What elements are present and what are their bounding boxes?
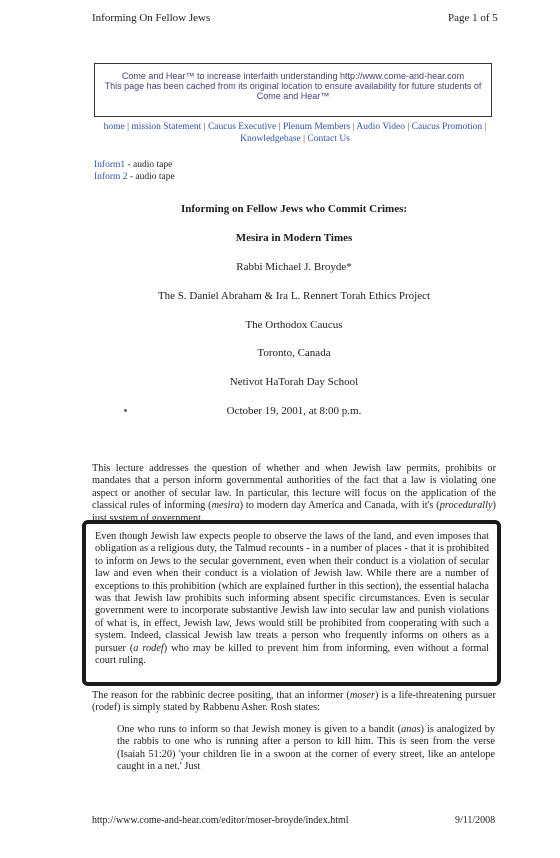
nav-bar: home | mission Statement | Caucus Executive | Plenum Members | Audio Video | Caucus Promotion | Knowledgebase | Contact Us [103, 122, 487, 144]
lecture-subtitle: Mesira in Modern Times [235, 232, 353, 244]
venue: Netivot HaTorah Day School [229, 376, 359, 388]
nav-knowledgebase[interactable]: Knowledgebase [240, 134, 301, 144]
rosh-quote: One who runs to inform so that Jewish money is given to a bandit (anas) is analogized by the rabbis to one who is running after a person to kill him. This is seen from the verse (Isaiah 51:20) 'your children lie in a swoon at the corner of every street, like an antelope caught in a net.' Just [117, 724, 495, 773]
lecture-date: October 19, 2001, at 8:00 p.m. [226, 405, 362, 417]
highlighted-paragraph: Even though Jewish law expects people to observe the laws of the land, and even imposes that obligation as a religious duty, the Talmud recounts - in a number of places - that it is prohibited to inform on Jews to the secular government, even when their conduct is a violation of secular law and even when their conduct is a violation of Jewish law. While there are a number of exceptions to this prohibition (which are explained further in this section), the essential halacha was that Jewish law prohibits such informing absent specific circumstances. Even is secular government were to incorporate substantive Jewish law into secular law and punish violations of what is, in effect, Jewish law, Jews would still be prohibited from cooperating with such a system. Indeed, classical Jewish law treats a person who frequently informs on others as a pursuer (a rodef) who may be killed to prevent him from informing, even without a formal court ruling. [82, 520, 501, 686]
author: Rabbi Michael J. Broyde* [236, 261, 352, 273]
inform2-link[interactable]: Inform 2 [94, 172, 128, 182]
nav-caucus-executive[interactable]: Caucus Executive [207, 122, 277, 132]
inform1-link[interactable]: Inform1 [94, 160, 126, 170]
nav-home[interactable]: home [103, 122, 125, 132]
footer-date: 9/11/2008 [455, 815, 496, 826]
banner-line-3: Come and Hear™ [256, 91, 330, 101]
list-item [94, 159, 175, 171]
organization: The Orthodox Caucus [245, 319, 343, 331]
nav-mission-statement[interactable]: mission Statement [131, 122, 202, 132]
cache-banner [94, 63, 492, 117]
link-description: - audio tape [125, 160, 173, 170]
link-description: - audio tape [127, 172, 175, 182]
intro-paragraph: This lecture addresses the question of whether and when Jewish law permits, prohibits or mandates that a person inform governmental authorities of the fact that a law is violating one aspect or another of secular law. In particular, this lecture will focus on the application of the classical rules of informing (mesira) to modern day America and Canada, with it's (procedurally) just system of government. [92, 463, 496, 524]
reason-paragraph: The reason for the rabbinic decree positing, that an informer (moser) is a life-threatening pursuer (rodef) is simply stated by Rabbenu Asher. Rosh states: [92, 690, 496, 714]
page-number: Page 1 of 5 [448, 12, 498, 24]
city: Toronto, Canada [257, 347, 331, 359]
project: The S. Daniel Abraham & Ira L. Rennert Torah Ethics Project [157, 290, 431, 302]
banner-line-1: Come and Hear™ to increase interfaith understanding http://www.come-and-hear.com [121, 71, 465, 81]
document-title: Informing On Fellow Jews [92, 12, 211, 24]
lecture-title: Informing on Fellow Jews who Commit Crimes: [180, 203, 408, 215]
nav-caucus-promotion[interactable]: Caucus Promotion [411, 122, 483, 132]
list-item [94, 171, 175, 183]
audio-links [94, 159, 175, 183]
nav-plenum-members[interactable]: Plenum Members [282, 122, 351, 132]
footer-url: http://www.come-and-hear.com/editor/moser-broyde/index.html [92, 815, 349, 826]
banner-line-2: This page has been cached from its original location to ensure availability for future students of [104, 81, 482, 91]
nav-contact-us[interactable]: Contact Us [307, 134, 350, 144]
nav-audio-video[interactable]: Audio Video [356, 122, 405, 132]
scan-speck [124, 409, 127, 412]
